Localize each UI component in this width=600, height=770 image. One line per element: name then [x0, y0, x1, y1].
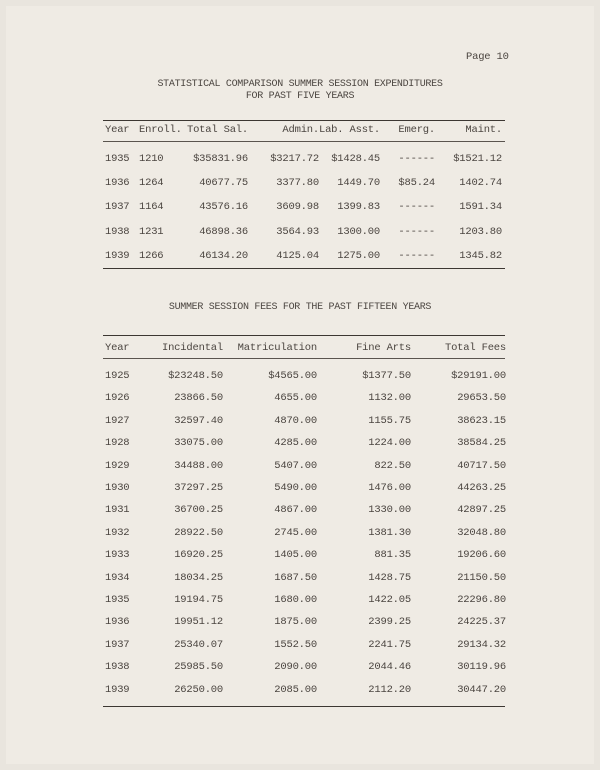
table-cell: 2241.75 [368, 638, 411, 651]
table-cell: 1476.00 [368, 482, 411, 494]
table-cell: 1926 [105, 392, 130, 405]
table-cell: 1428.75 [368, 571, 411, 584]
column-header: Lab. Asst. [318, 124, 380, 136]
table2-bottom-rule [103, 706, 505, 707]
column-header: Maint. [465, 124, 502, 136]
table-cell: 3609.98 [276, 201, 319, 214]
table-cell: 1132.00 [368, 392, 411, 405]
table-cell: 1224.00 [368, 437, 411, 450]
table-cell: 4867.00 [274, 504, 317, 517]
column-header: Enroll. [139, 124, 182, 136]
table-cell: 1687.50 [274, 571, 317, 584]
table-cell: 34488.00 [174, 459, 223, 472]
table-cell: 1680.00 [274, 594, 317, 606]
table-cell: $1428.45 [331, 153, 380, 165]
table-cell: $1377.50 [362, 370, 411, 382]
table-cell: 16920.25 [174, 549, 223, 562]
table-cell: ------ [398, 153, 435, 165]
table-cell: 1933 [105, 549, 130, 562]
column-header: Total Fees [444, 342, 506, 354]
table1-top-rule [103, 120, 505, 121]
table-cell: $4565.00 [268, 370, 317, 382]
table-cell: 1930 [105, 482, 130, 494]
table-cell: 38623.15 [457, 414, 506, 427]
table-cell: 1203.80 [459, 225, 502, 238]
table-cell: 1266 [139, 249, 164, 262]
table-cell: 822.50 [374, 459, 411, 472]
page-number: Page 10 [466, 51, 509, 63]
table-cell: 1164 [139, 201, 164, 214]
table-cell: 1381.30 [368, 526, 411, 539]
column-header: Matriculation [237, 342, 317, 354]
table-cell: 1330.00 [368, 504, 411, 517]
table-cell: 40717.50 [457, 459, 506, 472]
table-cell: 1934 [105, 571, 130, 584]
table-cell: $23248.50 [168, 370, 223, 382]
table-cell: 1936 [105, 616, 130, 629]
table-cell: 1925 [105, 370, 130, 382]
table-cell: 1935 [105, 153, 130, 165]
table-cell: 1591.34 [459, 201, 502, 214]
table-cell: 1937 [105, 201, 130, 214]
table-cell: $85.24 [398, 177, 435, 190]
table-cell: 21150.50 [457, 571, 506, 584]
table-cell: 46134.20 [199, 249, 248, 262]
table-cell: 1155.75 [368, 414, 411, 427]
table-cell: ------ [398, 249, 435, 262]
table-cell: 43576.16 [199, 201, 248, 214]
table-cell: 1935 [105, 594, 130, 606]
table-cell: 25340.07 [174, 638, 223, 651]
table-cell: 2745.00 [274, 526, 317, 539]
table-cell: 1939 [105, 249, 130, 262]
table-cell: 1936 [105, 177, 130, 190]
table-cell: 1422.05 [368, 594, 411, 606]
table-cell: 42897.25 [457, 504, 506, 517]
table-cell: 1938 [105, 225, 130, 238]
table-cell: 1275.00 [337, 249, 380, 262]
table-cell: 1932 [105, 526, 130, 539]
table-cell: 2044.46 [368, 661, 411, 674]
table-cell: 1928 [105, 437, 130, 450]
table1-subtitle: FOR PAST FIVE YEARS [245, 91, 355, 102]
column-header: Admin. [282, 124, 319, 136]
table-cell: 4870.00 [274, 414, 317, 427]
table-cell: 19206.60 [457, 549, 506, 562]
table-cell: 3564.93 [276, 225, 319, 238]
table-cell: 25985.50 [174, 661, 223, 674]
table-cell: 2112.20 [368, 683, 411, 696]
table-cell: 30447.20 [457, 683, 506, 696]
table-cell: 18034.25 [174, 571, 223, 584]
table-cell: 19194.75 [174, 594, 223, 606]
table-cell: 1927 [105, 414, 130, 427]
table-cell: 1405.00 [274, 549, 317, 562]
table-cell: 29653.50 [457, 392, 506, 405]
table1-bottom-rule [103, 268, 505, 269]
table-cell: 28922.50 [174, 526, 223, 539]
table-cell: 5407.00 [274, 459, 317, 472]
table-cell: 1449.70 [337, 177, 380, 190]
table-cell: 30119.96 [457, 661, 506, 674]
table-cell: 46898.36 [199, 225, 248, 238]
table-cell: 1875.00 [274, 616, 317, 629]
table-cell: 1929 [105, 459, 130, 472]
table-cell: 1210 [139, 153, 164, 165]
table-cell: 1938 [105, 661, 130, 674]
table-cell: 1399.83 [337, 201, 380, 214]
table2-header-rule [103, 358, 505, 359]
table-cell: 4285.00 [274, 437, 317, 450]
table-cell: 2090.00 [274, 661, 317, 674]
table-cell: 1345.82 [459, 249, 502, 262]
table-cell: 1402.74 [459, 177, 502, 190]
table-cell: $1521.12 [453, 153, 502, 165]
table-cell: 2085.00 [274, 683, 317, 696]
table-cell: 33075.00 [174, 437, 223, 450]
table-cell: 1937 [105, 638, 130, 651]
table-cell: 40677.75 [199, 177, 248, 190]
table-cell: 44263.25 [457, 482, 506, 494]
table-cell: $35831.96 [193, 153, 248, 165]
table2-top-rule [103, 335, 505, 336]
table-cell: $29191.00 [451, 370, 506, 382]
table-cell: 1552.50 [274, 638, 317, 651]
table-cell: 3377.80 [276, 177, 319, 190]
table-cell: 5490.00 [274, 482, 317, 494]
table1-title: STATISTICAL COMPARISON SUMMER SESSION EXPENDITURES [157, 79, 443, 90]
table-cell: ------ [398, 225, 435, 238]
table-cell: 32048.80 [457, 526, 506, 539]
table-cell: 1931 [105, 504, 130, 517]
table-cell: 37297.25 [174, 482, 223, 494]
column-header: Total Sal. [186, 124, 248, 136]
table-cell: 26250.00 [174, 683, 223, 696]
column-header: Year [105, 342, 130, 354]
table-cell: 32597.40 [174, 414, 223, 427]
table-cell: 1231 [139, 225, 164, 238]
table-cell: 22296.80 [457, 594, 506, 606]
table-cell: ------ [398, 201, 435, 214]
table-cell: $3217.72 [270, 153, 319, 165]
table-cell: 1264 [139, 177, 164, 190]
table-cell: 19951.12 [174, 616, 223, 629]
table1-header-rule [103, 141, 505, 142]
table-cell: 881.35 [374, 549, 411, 562]
table-cell: 1939 [105, 683, 130, 696]
column-header: Incidental [161, 342, 223, 354]
table-cell: 29134.32 [457, 638, 506, 651]
table-cell: 24225.37 [457, 616, 506, 629]
column-header: Year [105, 124, 130, 136]
table2-title: SUMMER SESSION FEES FOR THE PAST FIFTEEN YEARS [168, 302, 432, 313]
table-cell: 2399.25 [368, 616, 411, 629]
table-cell: 23866.50 [174, 392, 223, 405]
column-header: Fine Arts [356, 342, 411, 354]
table-cell: 4655.00 [274, 392, 317, 405]
table-cell: 36700.25 [174, 504, 223, 517]
table-cell: 1300.00 [337, 225, 380, 238]
table-cell: 4125.04 [276, 249, 319, 262]
column-header: Emerg. [398, 124, 435, 136]
table-cell: 38584.25 [457, 437, 506, 450]
